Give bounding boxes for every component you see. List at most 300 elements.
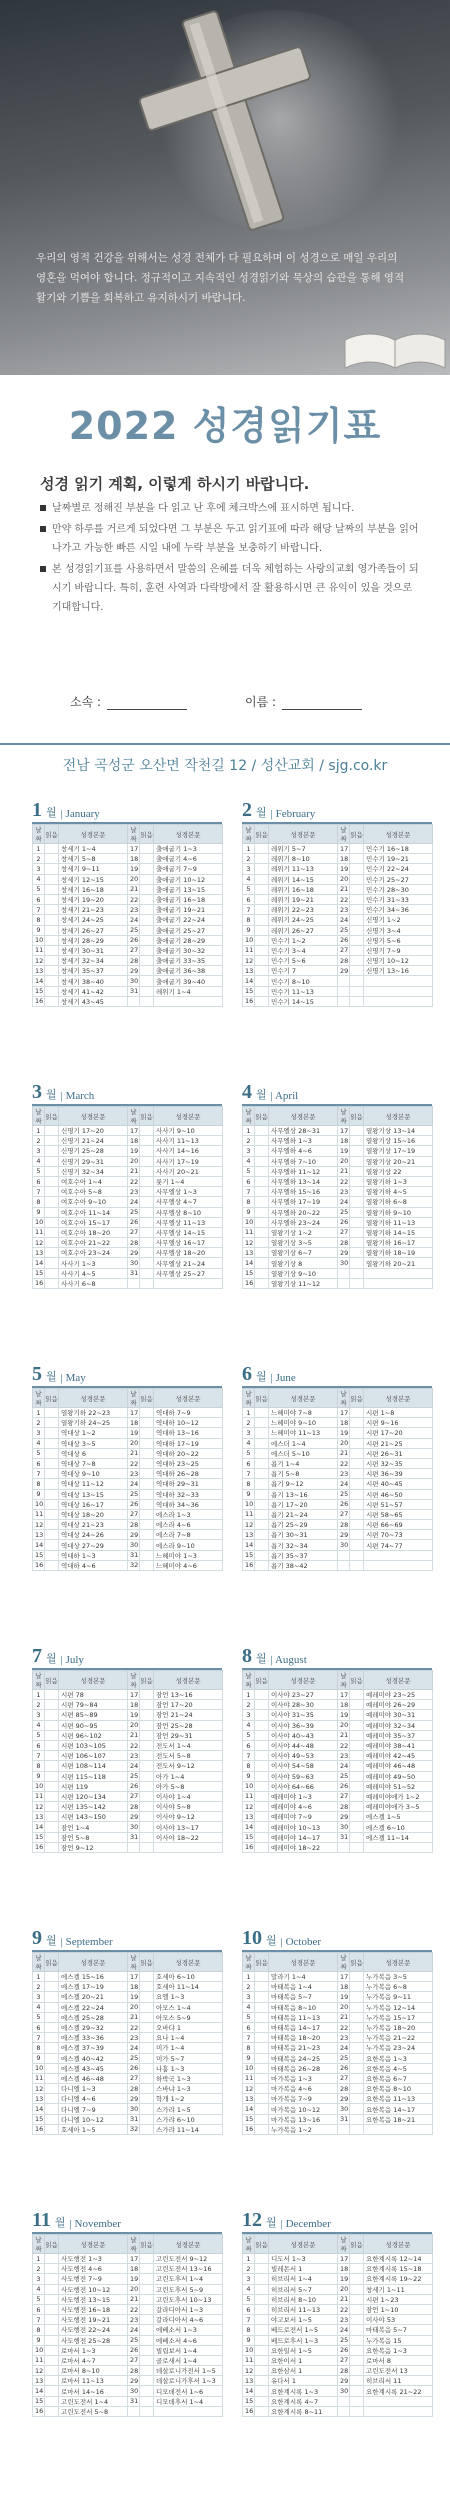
check-box[interactable] <box>350 864 364 874</box>
check-box[interactable] <box>45 1258 59 1268</box>
check-box[interactable] <box>140 1822 154 1832</box>
check-box[interactable] <box>350 1832 364 1842</box>
check-box[interactable] <box>255 1258 269 1268</box>
check-box[interactable] <box>45 2264 59 2274</box>
check-box[interactable] <box>140 1761 154 1771</box>
check-box[interactable] <box>45 1530 59 1540</box>
check-box[interactable] <box>255 2294 269 2304</box>
check-box[interactable] <box>45 2325 59 2335</box>
check-box[interactable] <box>255 1761 269 1771</box>
check-box[interactable] <box>350 1550 364 1560</box>
check-box[interactable] <box>350 1982 364 1992</box>
check-box[interactable] <box>350 1812 364 1822</box>
check-box[interactable] <box>45 2355 59 2365</box>
check-box[interactable] <box>350 1761 364 1771</box>
check-box[interactable] <box>45 1438 59 1448</box>
check-box[interactable] <box>45 2386 59 2396</box>
check-box[interactable] <box>350 2043 364 2053</box>
check-box[interactable] <box>255 1822 269 1832</box>
check-box[interactable] <box>255 844 269 854</box>
check-box[interactable] <box>45 1166 59 1176</box>
check-box[interactable] <box>255 1469 269 1479</box>
check-box[interactable] <box>140 1146 154 1156</box>
check-box[interactable] <box>255 1509 269 1519</box>
check-box[interactable] <box>45 1690 59 1700</box>
check-box[interactable] <box>45 1822 59 1832</box>
check-box[interactable] <box>350 1720 364 1730</box>
check-box[interactable] <box>140 1176 154 1186</box>
check-box[interactable] <box>255 1710 269 1720</box>
check-box[interactable] <box>45 1126 59 1136</box>
check-box[interactable] <box>350 884 364 894</box>
check-box[interactable] <box>255 1146 269 1156</box>
check-box[interactable] <box>350 1710 364 1720</box>
check-box[interactable] <box>45 884 59 894</box>
check-box[interactable] <box>45 2315 59 2325</box>
check-box[interactable] <box>255 1550 269 1560</box>
check-box[interactable] <box>140 1489 154 1499</box>
check-box[interactable] <box>350 2366 364 2376</box>
check-box[interactable] <box>45 1227 59 1237</box>
check-box[interactable] <box>140 1802 154 1812</box>
check-box[interactable] <box>45 976 59 986</box>
check-box[interactable] <box>350 2345 364 2355</box>
check-box[interactable] <box>140 915 154 925</box>
check-box[interactable] <box>45 2022 59 2032</box>
check-box[interactable] <box>45 1730 59 1740</box>
check-box[interactable] <box>45 915 59 925</box>
check-box[interactable] <box>140 2406 154 2416</box>
check-box[interactable] <box>255 2325 269 2335</box>
check-box[interactable] <box>140 1690 154 1700</box>
check-box[interactable] <box>140 1268 154 1278</box>
check-box[interactable] <box>140 2274 154 2284</box>
check-box[interactable] <box>255 2304 269 2314</box>
check-box[interactable] <box>45 1761 59 1771</box>
check-box[interactable] <box>255 1842 269 1852</box>
check-box[interactable] <box>255 1197 269 1207</box>
check-box[interactable] <box>255 2386 269 2396</box>
check-box[interactable] <box>255 2002 269 2012</box>
check-box[interactable] <box>350 1791 364 1801</box>
check-box[interactable] <box>350 1972 364 1982</box>
check-box[interactable] <box>255 1992 269 2002</box>
check-box[interactable] <box>45 1751 59 1761</box>
check-box[interactable] <box>255 1136 269 1146</box>
check-box[interactable] <box>255 1458 269 1468</box>
check-box[interactable] <box>255 915 269 925</box>
check-box[interactable] <box>255 1751 269 1761</box>
check-box[interactable] <box>140 1438 154 1448</box>
check-box[interactable] <box>255 2033 269 2043</box>
check-box[interactable] <box>45 854 59 864</box>
check-box[interactable] <box>140 2022 154 2032</box>
check-box[interactable] <box>350 1479 364 1489</box>
check-box[interactable] <box>255 2406 269 2416</box>
check-box[interactable] <box>45 2053 59 2063</box>
check-box[interactable] <box>45 1448 59 1458</box>
check-box[interactable] <box>255 864 269 874</box>
check-box[interactable] <box>45 1458 59 1468</box>
check-box[interactable] <box>140 844 154 854</box>
check-box[interactable] <box>45 1418 59 1428</box>
check-box[interactable] <box>140 1530 154 1540</box>
check-box[interactable] <box>140 1136 154 1146</box>
check-box[interactable] <box>45 2335 59 2345</box>
check-box[interactable] <box>350 1217 364 1227</box>
check-box[interactable] <box>255 2053 269 2063</box>
check-box[interactable] <box>255 1268 269 1278</box>
check-box[interactable] <box>140 1992 154 2002</box>
check-box[interactable] <box>140 1509 154 1519</box>
check-box[interactable] <box>140 1972 154 1982</box>
check-box[interactable] <box>45 1720 59 1730</box>
check-box[interactable] <box>45 2114 59 2124</box>
check-box[interactable] <box>350 1166 364 1176</box>
check-box[interactable] <box>255 1176 269 1186</box>
check-box[interactable] <box>140 1710 154 1720</box>
check-box[interactable] <box>45 1408 59 1418</box>
check-box[interactable] <box>140 2094 154 2104</box>
check-box[interactable] <box>140 2254 154 2264</box>
check-box[interactable] <box>350 2264 364 2274</box>
check-box[interactable] <box>255 1982 269 1992</box>
check-box[interactable] <box>255 1227 269 1237</box>
check-box[interactable] <box>350 1992 364 2002</box>
check-box[interactable] <box>255 1730 269 1740</box>
check-box[interactable] <box>255 1418 269 1428</box>
check-box[interactable] <box>45 1740 59 1750</box>
check-box[interactable] <box>255 2043 269 2053</box>
check-box[interactable] <box>255 1479 269 1489</box>
check-box[interactable] <box>350 1802 364 1812</box>
check-box[interactable] <box>350 945 364 955</box>
check-box[interactable] <box>45 2104 59 2114</box>
check-box[interactable] <box>45 2094 59 2104</box>
check-box[interactable] <box>350 2396 364 2406</box>
check-box[interactable] <box>140 1479 154 1489</box>
check-box[interactable] <box>255 1832 269 1842</box>
check-box[interactable] <box>255 2345 269 2355</box>
check-box[interactable] <box>45 1268 59 1278</box>
check-box[interactable] <box>350 986 364 996</box>
check-box[interactable] <box>140 2114 154 2124</box>
check-box[interactable] <box>140 1448 154 1458</box>
check-box[interactable] <box>45 1812 59 1822</box>
check-box[interactable] <box>255 1489 269 1499</box>
check-box[interactable] <box>350 956 364 966</box>
check-box[interactable] <box>45 1499 59 1509</box>
check-box[interactable] <box>350 2315 364 2325</box>
check-box[interactable] <box>45 1781 59 1791</box>
check-box[interactable] <box>45 1520 59 1530</box>
check-box[interactable] <box>350 1238 364 1248</box>
check-box[interactable] <box>350 925 364 935</box>
check-box[interactable] <box>45 966 59 976</box>
check-box[interactable] <box>45 2274 59 2284</box>
check-box[interactable] <box>255 2022 269 2032</box>
check-box[interactable] <box>45 1248 59 1258</box>
check-box[interactable] <box>350 1489 364 1499</box>
check-box[interactable] <box>140 2073 154 2083</box>
check-box[interactable] <box>45 2345 59 2355</box>
check-box[interactable] <box>255 1217 269 1227</box>
check-box[interactable] <box>140 1791 154 1801</box>
check-box[interactable] <box>350 2104 364 2114</box>
check-box[interactable] <box>255 2315 269 2325</box>
check-box[interactable] <box>45 2073 59 2083</box>
check-box[interactable] <box>255 2073 269 2083</box>
check-box[interactable] <box>255 1499 269 1509</box>
check-box[interactable] <box>140 1458 154 1468</box>
check-box[interactable] <box>140 1982 154 1992</box>
check-box[interactable] <box>255 1248 269 1258</box>
check-box[interactable] <box>140 976 154 986</box>
check-box[interactable] <box>140 2043 154 2053</box>
check-box[interactable] <box>350 2386 364 2396</box>
check-box[interactable] <box>350 1560 364 1570</box>
check-box[interactable] <box>350 1448 364 1458</box>
check-box[interactable] <box>140 925 154 935</box>
check-box[interactable] <box>350 1730 364 1740</box>
check-box[interactable] <box>140 1720 154 1730</box>
check-box[interactable] <box>140 1700 154 1710</box>
check-box[interactable] <box>350 2284 364 2294</box>
check-box[interactable] <box>140 2335 154 2345</box>
check-box[interactable] <box>350 1428 364 1438</box>
check-box[interactable] <box>140 986 154 996</box>
check-box[interactable] <box>255 2284 269 2294</box>
check-box[interactable] <box>140 1560 154 1570</box>
check-box[interactable] <box>350 1136 364 1146</box>
check-box[interactable] <box>255 1156 269 1166</box>
check-box[interactable] <box>350 1187 364 1197</box>
check-box[interactable] <box>45 2366 59 2376</box>
check-box[interactable] <box>140 1408 154 1418</box>
check-box[interactable] <box>350 1278 364 1288</box>
check-box[interactable] <box>350 1530 364 1540</box>
check-box[interactable] <box>140 894 154 904</box>
check-box[interactable] <box>350 1197 364 1207</box>
check-box[interactable] <box>255 1438 269 1448</box>
check-box[interactable] <box>45 2084 59 2094</box>
check-box[interactable] <box>350 2304 364 2314</box>
check-box[interactable] <box>140 2386 154 2396</box>
check-box[interactable] <box>255 2335 269 2345</box>
check-box[interactable] <box>350 1156 364 1166</box>
check-box[interactable] <box>350 1822 364 1832</box>
check-box[interactable] <box>140 1520 154 1530</box>
name-field[interactable] <box>245 693 362 710</box>
check-box[interactable] <box>350 2325 364 2335</box>
check-box[interactable] <box>350 1248 364 1258</box>
check-box[interactable] <box>140 1258 154 1268</box>
check-box[interactable] <box>45 2124 59 2134</box>
check-box[interactable] <box>350 2355 364 2365</box>
check-box[interactable] <box>255 2012 269 2022</box>
check-box[interactable] <box>350 2094 364 2104</box>
check-box[interactable] <box>255 1448 269 1458</box>
check-box[interactable] <box>140 1499 154 1509</box>
check-box[interactable] <box>350 1458 364 1468</box>
check-box[interactable] <box>255 2376 269 2386</box>
check-box[interactable] <box>140 1469 154 1479</box>
check-box[interactable] <box>140 996 154 1006</box>
check-box[interactable] <box>45 1156 59 1166</box>
check-box[interactable] <box>255 2104 269 2114</box>
check-box[interactable] <box>45 1489 59 1499</box>
check-box[interactable] <box>140 1842 154 1852</box>
check-box[interactable] <box>255 2274 269 2284</box>
check-box[interactable] <box>255 2114 269 2124</box>
check-box[interactable] <box>45 2043 59 2053</box>
check-box[interactable] <box>350 1146 364 1156</box>
check-box[interactable] <box>140 1832 154 1842</box>
check-box[interactable] <box>350 2406 364 2416</box>
check-box[interactable] <box>45 1217 59 1227</box>
check-box[interactable] <box>45 1176 59 1186</box>
check-box[interactable] <box>140 1771 154 1781</box>
check-box[interactable] <box>350 1540 364 1550</box>
check-box[interactable] <box>45 905 59 915</box>
check-box[interactable] <box>350 894 364 904</box>
check-box[interactable] <box>255 2264 269 2274</box>
check-box[interactable] <box>350 1751 364 1761</box>
check-box[interactable] <box>255 966 269 976</box>
check-box[interactable] <box>140 2304 154 2314</box>
dept-field[interactable] <box>70 693 187 710</box>
check-box[interactable] <box>140 945 154 955</box>
check-box[interactable] <box>350 935 364 945</box>
check-box[interactable] <box>45 1771 59 1781</box>
check-box[interactable] <box>45 1791 59 1801</box>
check-box[interactable] <box>255 2366 269 2376</box>
check-box[interactable] <box>255 1530 269 1540</box>
check-box[interactable] <box>45 2376 59 2386</box>
check-box[interactable] <box>45 1972 59 1982</box>
check-box[interactable] <box>45 1700 59 1710</box>
check-box[interactable] <box>255 1812 269 1822</box>
check-box[interactable] <box>350 1418 364 1428</box>
check-box[interactable] <box>255 956 269 966</box>
check-box[interactable] <box>255 874 269 884</box>
check-box[interactable] <box>255 905 269 915</box>
check-box[interactable] <box>255 996 269 1006</box>
check-box[interactable] <box>350 854 364 864</box>
check-box[interactable] <box>350 2022 364 2032</box>
check-box[interactable] <box>140 956 154 966</box>
check-box[interactable] <box>350 1258 364 1268</box>
check-box[interactable] <box>255 925 269 935</box>
check-box[interactable] <box>45 935 59 945</box>
check-box[interactable] <box>140 1812 154 1822</box>
check-box[interactable] <box>140 2104 154 2114</box>
check-box[interactable] <box>45 1540 59 1550</box>
check-box[interactable] <box>45 1802 59 1812</box>
check-box[interactable] <box>255 1781 269 1791</box>
check-box[interactable] <box>255 1126 269 1136</box>
check-box[interactable] <box>350 1771 364 1781</box>
check-box[interactable] <box>45 1992 59 2002</box>
check-box[interactable] <box>350 1469 364 1479</box>
check-box[interactable] <box>255 2063 269 2073</box>
check-box[interactable] <box>140 2053 154 2063</box>
check-box[interactable] <box>350 844 364 854</box>
check-box[interactable] <box>45 2406 59 2416</box>
check-box[interactable] <box>255 1278 269 1288</box>
check-box[interactable] <box>140 1781 154 1791</box>
check-box[interactable] <box>255 1802 269 1812</box>
check-box[interactable] <box>350 1438 364 1448</box>
check-box[interactable] <box>350 874 364 884</box>
check-box[interactable] <box>45 1428 59 1438</box>
check-box[interactable] <box>45 874 59 884</box>
check-box[interactable] <box>255 1972 269 1982</box>
check-box[interactable] <box>140 1238 154 1248</box>
check-box[interactable] <box>140 1278 154 1288</box>
check-box[interactable] <box>255 2355 269 2365</box>
check-box[interactable] <box>255 1520 269 1530</box>
check-box[interactable] <box>140 1217 154 1227</box>
check-box[interactable] <box>350 905 364 915</box>
check-box[interactable] <box>255 894 269 904</box>
check-box[interactable] <box>350 2254 364 2264</box>
check-box[interactable] <box>140 905 154 915</box>
check-box[interactable] <box>350 1520 364 1530</box>
check-box[interactable] <box>45 1197 59 1207</box>
check-box[interactable] <box>140 1751 154 1761</box>
check-box[interactable] <box>140 2284 154 2294</box>
check-box[interactable] <box>45 2254 59 2264</box>
check-box[interactable] <box>140 2294 154 2304</box>
check-box[interactable] <box>350 1499 364 1509</box>
check-box[interactable] <box>140 2325 154 2335</box>
check-box[interactable] <box>255 1771 269 1781</box>
check-box[interactable] <box>350 2274 364 2284</box>
check-box[interactable] <box>140 1550 154 1560</box>
check-box[interactable] <box>350 915 364 925</box>
check-box[interactable] <box>140 2315 154 2325</box>
check-box[interactable] <box>350 2002 364 2012</box>
check-box[interactable] <box>45 1469 59 1479</box>
check-box[interactable] <box>350 1700 364 1710</box>
check-box[interactable] <box>140 2355 154 2365</box>
check-box[interactable] <box>140 966 154 976</box>
check-box[interactable] <box>350 2114 364 2124</box>
check-box[interactable] <box>140 1428 154 1438</box>
check-box[interactable] <box>255 935 269 945</box>
check-box[interactable] <box>350 1509 364 1519</box>
check-box[interactable] <box>45 1842 59 1852</box>
check-box[interactable] <box>140 2264 154 2274</box>
check-box[interactable] <box>255 2254 269 2264</box>
check-box[interactable] <box>350 1176 364 1186</box>
check-box[interactable] <box>140 1227 154 1237</box>
check-box[interactable] <box>140 1740 154 1750</box>
check-box[interactable] <box>45 925 59 935</box>
check-box[interactable] <box>45 1207 59 1217</box>
check-box[interactable] <box>255 1690 269 1700</box>
check-box[interactable] <box>140 2012 154 2022</box>
check-box[interactable] <box>140 1540 154 1550</box>
check-box[interactable] <box>255 1720 269 1730</box>
check-box[interactable] <box>255 2094 269 2104</box>
check-box[interactable] <box>255 2124 269 2134</box>
check-box[interactable] <box>350 2033 364 2043</box>
check-box[interactable] <box>45 1832 59 1842</box>
check-box[interactable] <box>350 1781 364 1791</box>
check-box[interactable] <box>350 2073 364 2083</box>
